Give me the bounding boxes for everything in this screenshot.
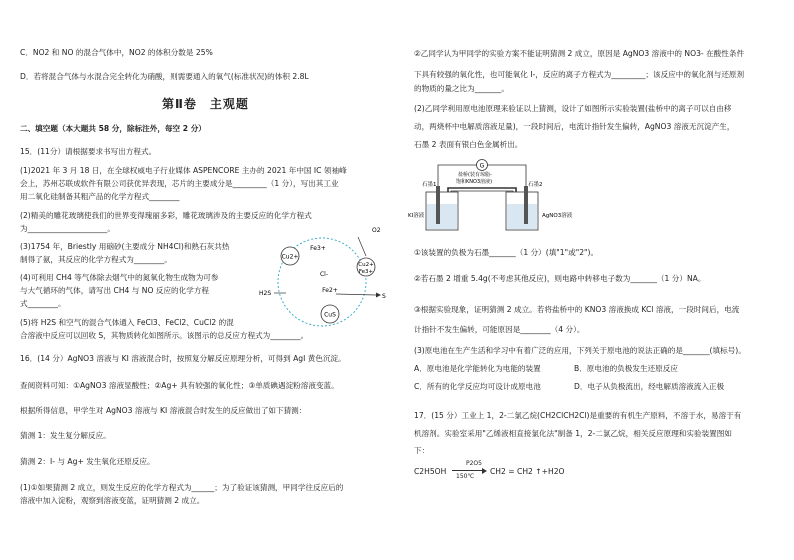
eq-reactant: C2H5OH — [414, 467, 447, 476]
left-column — [12, 0, 398, 560]
solution-right — [507, 204, 537, 229]
q15-1-line-b: 会上，苏州芯联成软件有限公司获优异表现，芯片的主要成分是_________（1 分），写出其工业 — [20, 179, 339, 188]
q16-intro: 16．(14 分）AgNO3 溶液与 KI 溶液混合时，按照复分解反应原理分析，可得到 AgI 黄色沉淀。 — [20, 354, 346, 363]
bridge-label-b: 饱和KNO3溶液) — [456, 179, 493, 185]
s-arrow-head — [376, 293, 381, 298]
fe2-label: Fe2+ — [322, 287, 338, 294]
part2-heading: 二、填空题（本大题共 58 分，除标注外，每空 2 分） — [20, 124, 206, 133]
q16-1-line-a: (1)①如果猜测 2 成立，则发生反应的化学方程式为______；为了验证该猜测，甲同学往反应后的 — [20, 483, 344, 492]
q16-2-line-a: ②乙同学认为甲同学的实验方案不能证明猜测 2 成立，原因是 AgNO3 溶液中的 NO3- 在酸性条件 — [414, 49, 745, 58]
s-arrow — [336, 294, 376, 295]
q16-1-line-b: 溶液中加入淀粉，观察到溶液变蓝，证明猜测 2 成立。 — [20, 496, 205, 505]
solution-left — [427, 204, 457, 229]
cu-label: Cu2+ — [281, 253, 299, 261]
s-label: S — [382, 293, 386, 300]
q16-4-option-c: C．所有的化学反应均可设计成原电池 — [414, 382, 541, 391]
q16-2-line-b: 下具有较强的氧化性，也可能氧化 I-，反应的离子方程式为_________；该反应中的氧化剂与还原剂 — [414, 70, 745, 79]
q16-guess-2: 猜测 2：I- 与 Ag+ 发生氧化还原反应。 — [20, 457, 155, 466]
q17-line-c: 下： — [414, 446, 430, 455]
q16-4-option-d: D．电子从负极流出，经电解质溶液流入正极 — [574, 382, 725, 391]
cycle-diagram — [258, 222, 388, 340]
graphite-1 — [436, 186, 440, 224]
bridge-label-a: 盐桥(装有琼脂- — [458, 172, 492, 178]
q16-4-question: (3)原电池在生产生活和学习中有着广泛的应用，下列关于原电池的说法正确的是_______(填标号)。 — [414, 346, 746, 355]
q16-info: 查阅资料可知：①AgNO3 溶液显酸性；②Ag+ 具有较强的氧化性；③单质碘遇淀粉溶液变蓝。 — [20, 381, 339, 390]
o2-arrow — [358, 237, 366, 256]
fe-right-label: Fe3+ — [358, 269, 374, 275]
electrode2-label: 石墨2 — [528, 182, 543, 188]
wire-right — [488, 165, 527, 186]
cu-right-label: Cu2+ — [358, 262, 374, 268]
salt-bridge-inner — [451, 191, 513, 218]
eq-condition: 150℃ — [456, 473, 475, 480]
right-column — [408, 0, 790, 560]
eq-arrow-line — [452, 470, 484, 471]
q16-p2-line-b: 动，两烧杯中电解质溶液足量)，一段时间后，电流计指针发生偏转，AgNO3 溶液无沉淀产生， — [414, 122, 735, 131]
q15-5-line-b: 合溶液中反应可以回收 S，其物质转化如图所示。该图示的总反应方程式为________。 — [20, 331, 309, 340]
fe3-label: Fe3+ — [310, 245, 326, 252]
q16-4-option-b: B．原电池的负极发生还原反应 — [574, 364, 678, 373]
solution-right-label: AgNO3溶液 — [542, 213, 573, 219]
cus-label: CuS — [324, 311, 336, 319]
graphite-2 — [524, 186, 528, 224]
cl-label: Cl- — [319, 271, 329, 278]
section-title: 第Ⅱ卷 主观题 — [162, 97, 249, 111]
q15-3-line-a: (3)1754 年，Briestly 用硇砂(主要成分 NH4Cl)和熟石灰共热 — [20, 242, 230, 251]
eq-products: CH2 = CH2 ↑+H2O — [490, 467, 565, 476]
o2-label: O2 — [372, 227, 381, 234]
q16-guess-1: 猜测 1：发生复分解反应。 — [20, 431, 111, 440]
option-d: D．若将混合气体与水混合完全转化为硝酸，则需要通入的氧气(标准状况)的体积 2.8L — [20, 72, 309, 81]
galvanic-cell-figure — [408, 156, 598, 238]
solution-left-label: KI溶液 — [408, 213, 425, 219]
q15-4-line-c: 式________。 — [20, 299, 66, 308]
q15-5-line-a: (5)将 H2S 和空气的混合气体通入 FeCl3、FeCl2、CuCl2 的混 — [20, 318, 234, 327]
q16-2-line-c: 的物质的量之比为_______。 — [414, 84, 509, 93]
q15-2-line-a: (2)精美的雕花玻璃使我们的世界变得瑰丽多彩，雕花玻璃涉及的主要反应的化学方程式 — [20, 211, 312, 220]
q15-4-line-b: 与大气循环的气体，请写出 CH4 与 NO 反应的化学方程 — [20, 286, 210, 295]
q15-1-line-c: 用二氧化硅制备其粗产品的化学方程式________ — [20, 192, 180, 201]
q16-3-kcl-line-b: 计指针不发生偏转，可能原因是________（4 分）。 — [414, 325, 585, 334]
q15-2-line-b: 为_____________________。 — [20, 224, 115, 233]
option-c: C．NO2 和 NO 的混合气体中，NO2 的体积分数是 25% — [20, 48, 213, 57]
q16-p2-line-c: 石墨 2 表面有银白色金属析出。 — [414, 140, 523, 149]
q16-guess-intro: 根据所得信息，甲学生对 AgNO3 溶液与 KI 溶液混合时发生的反应做出了如下猜测： — [20, 406, 307, 415]
meter-label: G — [479, 162, 485, 170]
q15-intro: 15．(11分）请根据要求书写出方程式。 — [20, 147, 157, 156]
q15-4-line-a: (4)可利用 CH4 等气体除去烟气中的氮氧化物生成物为可参 — [20, 273, 219, 282]
q16-3-kcl-line-a: ③根据实验现象，证明猜测 2 成立。若将盐桥中的 KNO3 溶液换成 KCl 溶液，一段时间后，电流 — [414, 305, 740, 314]
q16-3-electron-count: ②若石墨 2 增重 5.4g(不考虑其他反应)，则电路中转移电子数为_______（1 分）NA。 — [414, 274, 706, 283]
q17-line-b: 机溶剂。实验室采用"乙烯液相直接氯化法"制备 1，2-二氯乙烷，相关反应原理和实验装置图如 — [414, 429, 732, 438]
eq-arrow-head — [482, 468, 487, 474]
q15-3-line-b: 制得了氨，其反应的化学方程式为________。 — [20, 255, 172, 264]
q16-4-option-a: A．原电池是化学能转化为电能的装置 — [414, 364, 541, 373]
q17-line-a: 17．(15 分）工业上 1，2-二氯乙烷(CH2ClCH2Cl)是重要的有机生产原料，不溶于水，易溶于有 — [414, 411, 742, 420]
ethanol-equation — [414, 460, 614, 486]
q16-3-negative-electrode: ①该装置的负极为石墨_______（1 分）(填"1"或"2")。 — [414, 248, 599, 257]
electrode1-label: 石墨1 — [422, 182, 437, 188]
eq-catalyst: P2O5 — [466, 460, 482, 467]
q15-1-line-a: (1)2021 年 3 月 18 日，在全球权威电子行业媒体 ASPENCORE 主办的 2021 年中国 IC 领袖峰 — [20, 166, 347, 175]
q16-p2-line-a: (2)乙同学利用原电池原理来验证以上猜测，设计了如图所示实验装置(盐桥中的离子可以自由移 — [414, 104, 732, 113]
h2s-label: H2S — [259, 290, 272, 297]
